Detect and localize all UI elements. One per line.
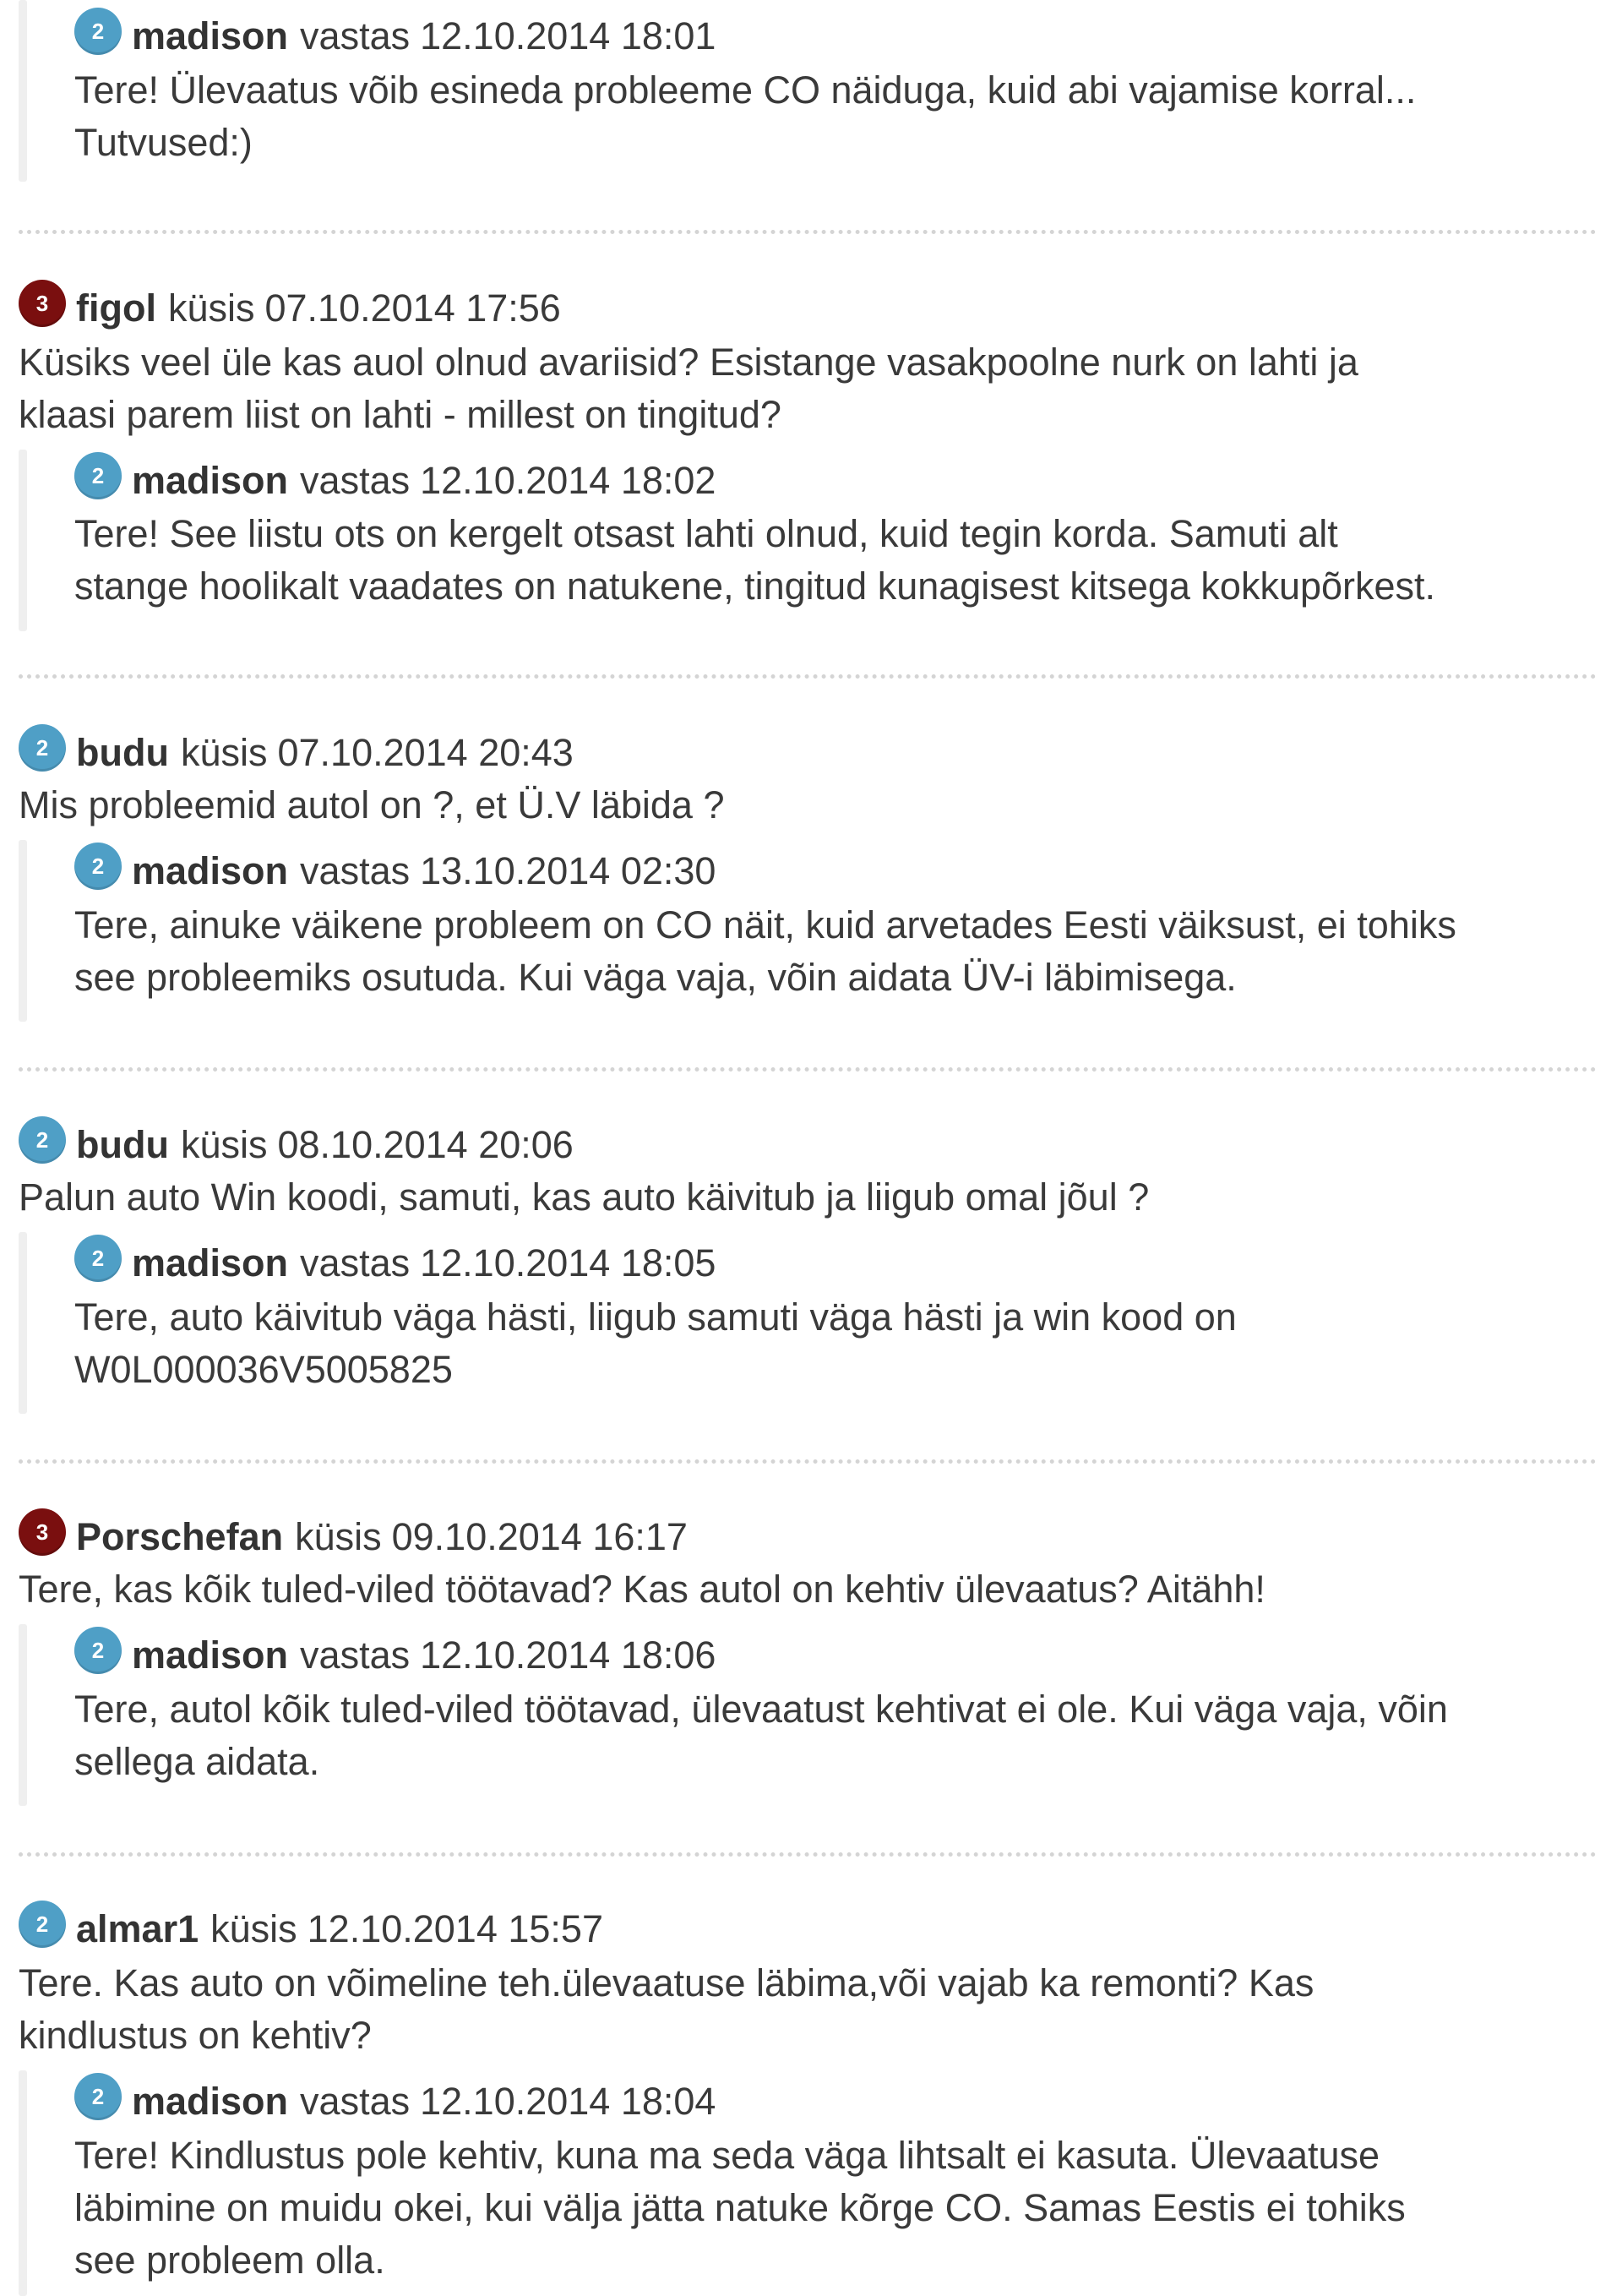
- reply-header: [74, 845, 716, 897]
- user-level-badge: 3: [19, 1508, 66, 1556]
- question-date: 12.10.2014 15:57: [307, 1907, 603, 1950]
- reply-indent-bar: [19, 0, 27, 182]
- user-level-badge: 2: [74, 1235, 122, 1282]
- reply-date: 12.10.2014 18:01: [420, 14, 716, 57]
- reply-action: vastas: [300, 1633, 411, 1677]
- thread-divider: [19, 1852, 1597, 1857]
- reply-date: 13.10.2014 02:30: [420, 849, 716, 892]
- reply-text: Tere! See liistu ots on kergelt otsast lahti olnud, kuid tegin korda. Samuti alt: [74, 512, 1338, 555]
- reply-author[interactable]: madison: [132, 2080, 289, 2123]
- reply-text: W0L000036V5005825: [74, 1348, 453, 1391]
- user-level-badge: 2: [74, 452, 122, 499]
- reply-action: vastas: [300, 459, 411, 502]
- question-header: [19, 282, 561, 335]
- reply-date: 12.10.2014 18:06: [420, 1633, 716, 1677]
- reply-author[interactable]: madison: [132, 459, 289, 502]
- question-text: Tere, kas kõik tuled-viled töötavad? Kas autol on kehtiv ülevaatus? Aitähh!: [19, 1568, 1265, 1611]
- reply-date: 12.10.2014 18:02: [420, 459, 716, 502]
- reply-indent-bar: [19, 2070, 27, 2296]
- reply-header: [74, 455, 716, 507]
- reply-indent-bar: [19, 1232, 27, 1414]
- question-action: küsis: [210, 1907, 297, 1950]
- question-text: Palun auto Win koodi, samuti, kas auto käivitub ja liigub omal jõul ?: [19, 1175, 1150, 1219]
- reply-text: stange hoolikalt vaadates on natukene, tingitud kunagisest kitsega kokkupõrkest.: [74, 564, 1436, 608]
- reply-indent-bar: [19, 1624, 27, 1806]
- reply-action: vastas: [300, 849, 411, 892]
- question-header: [19, 1511, 688, 1563]
- reply-date: 12.10.2014 18:05: [420, 1241, 716, 1284]
- question-header: [19, 1903, 603, 1955]
- question-text: Küsiks veel üle kas auol olnud avariisid? Esistange vasakpoolne nurk on lahti ja: [19, 341, 1358, 384]
- question-date: 09.10.2014 16:17: [391, 1515, 688, 1558]
- reply-text: Tere, autol kõik tuled-viled töötavad, ülevaatust kehtivat ei ole. Kui väga vaja, võin: [74, 1688, 1448, 1731]
- reply-text: see probleemiks osutuda. Kui väga vaja, võin aidata ÜV-i läbimisega.: [74, 956, 1237, 999]
- reply-text: see probleem olla.: [74, 2239, 385, 2282]
- question-text: Tere. Kas auto on võimeline teh.ülevaatuse läbima,või vajab ka remonti? Kas: [19, 1961, 1314, 2004]
- question-text: kindlustus on kehtiv?: [19, 2014, 372, 2057]
- reply-text: sellega aidata.: [74, 1740, 320, 1783]
- user-level-badge: 2: [19, 1116, 66, 1164]
- reply-text: läbimine on muidu okei, kui välja jätta natuke kõrge CO. Samas Eestis ei tohiks: [74, 2186, 1406, 2229]
- reply-action: vastas: [300, 14, 411, 57]
- question-author[interactable]: almar1: [76, 1907, 199, 1950]
- reply-author[interactable]: madison: [132, 1241, 289, 1284]
- question-text: Mis probleemid autol on ?, et Ü.V läbida ?: [19, 783, 725, 826]
- question-date: 08.10.2014 20:06: [277, 1123, 574, 1166]
- user-level-badge: 2: [19, 724, 66, 772]
- reply-action: vastas: [300, 1241, 411, 1284]
- reply-author[interactable]: madison: [132, 849, 289, 892]
- question-action: küsis: [180, 1123, 268, 1166]
- reply-author[interactable]: madison: [132, 14, 289, 57]
- thread-divider: [19, 230, 1597, 234]
- reply-header: [74, 1629, 716, 1682]
- reply-text: Tere, ainuke väikene probleem on CO näit, kuid arvetades Eesti väiksust, ei tohiks: [74, 903, 1456, 946]
- reply-text: Tere! Ülevaatus võib esineda probleeme CO näiduga, kuid abi vajamise korral...: [74, 68, 1417, 112]
- question-action: küsis: [167, 286, 255, 330]
- question-text: klaasi parem liist on lahti - millest on tingitud?: [19, 393, 781, 436]
- reply-action: vastas: [300, 2080, 411, 2123]
- reply-header: [74, 2075, 716, 2128]
- question-action: küsis: [295, 1515, 382, 1558]
- question-author[interactable]: budu: [76, 1123, 169, 1166]
- user-level-badge: 2: [74, 843, 122, 890]
- reply-text: Tutvused:): [74, 121, 253, 164]
- thread-divider: [19, 674, 1597, 679]
- user-level-badge: 2: [19, 1901, 66, 1948]
- question-header: [19, 1119, 574, 1171]
- user-level-badge: 2: [74, 8, 122, 55]
- reply-text: Tere! Kindlustus pole kehtiv, kuna ma seda väga lihtsalt ei kasuta. Ülevaatuse: [74, 2134, 1380, 2177]
- question-header: [19, 727, 574, 779]
- question-action: küsis: [180, 731, 268, 774]
- reply-header: [74, 1237, 716, 1290]
- reply-author[interactable]: madison: [132, 1633, 289, 1677]
- user-level-badge: 3: [19, 280, 66, 327]
- reply-header: [74, 10, 716, 63]
- user-level-badge: 2: [74, 1627, 122, 1674]
- reply-date: 12.10.2014 18:04: [420, 2080, 716, 2123]
- reply-indent-bar: [19, 450, 27, 631]
- question-author[interactable]: budu: [76, 731, 169, 774]
- thread-divider: [19, 1459, 1597, 1464]
- question-date: 07.10.2014 20:43: [277, 731, 574, 774]
- user-level-badge: 2: [74, 2073, 122, 2120]
- reply-text: Tere, auto käivitub väga hästi, liigub samuti väga hästi ja win kood on: [74, 1295, 1237, 1339]
- question-author[interactable]: figol: [76, 286, 156, 330]
- reply-indent-bar: [19, 840, 27, 1022]
- thread-divider: [19, 1067, 1597, 1072]
- question-date: 07.10.2014 17:56: [264, 286, 561, 330]
- question-author[interactable]: Porschefan: [76, 1515, 284, 1558]
